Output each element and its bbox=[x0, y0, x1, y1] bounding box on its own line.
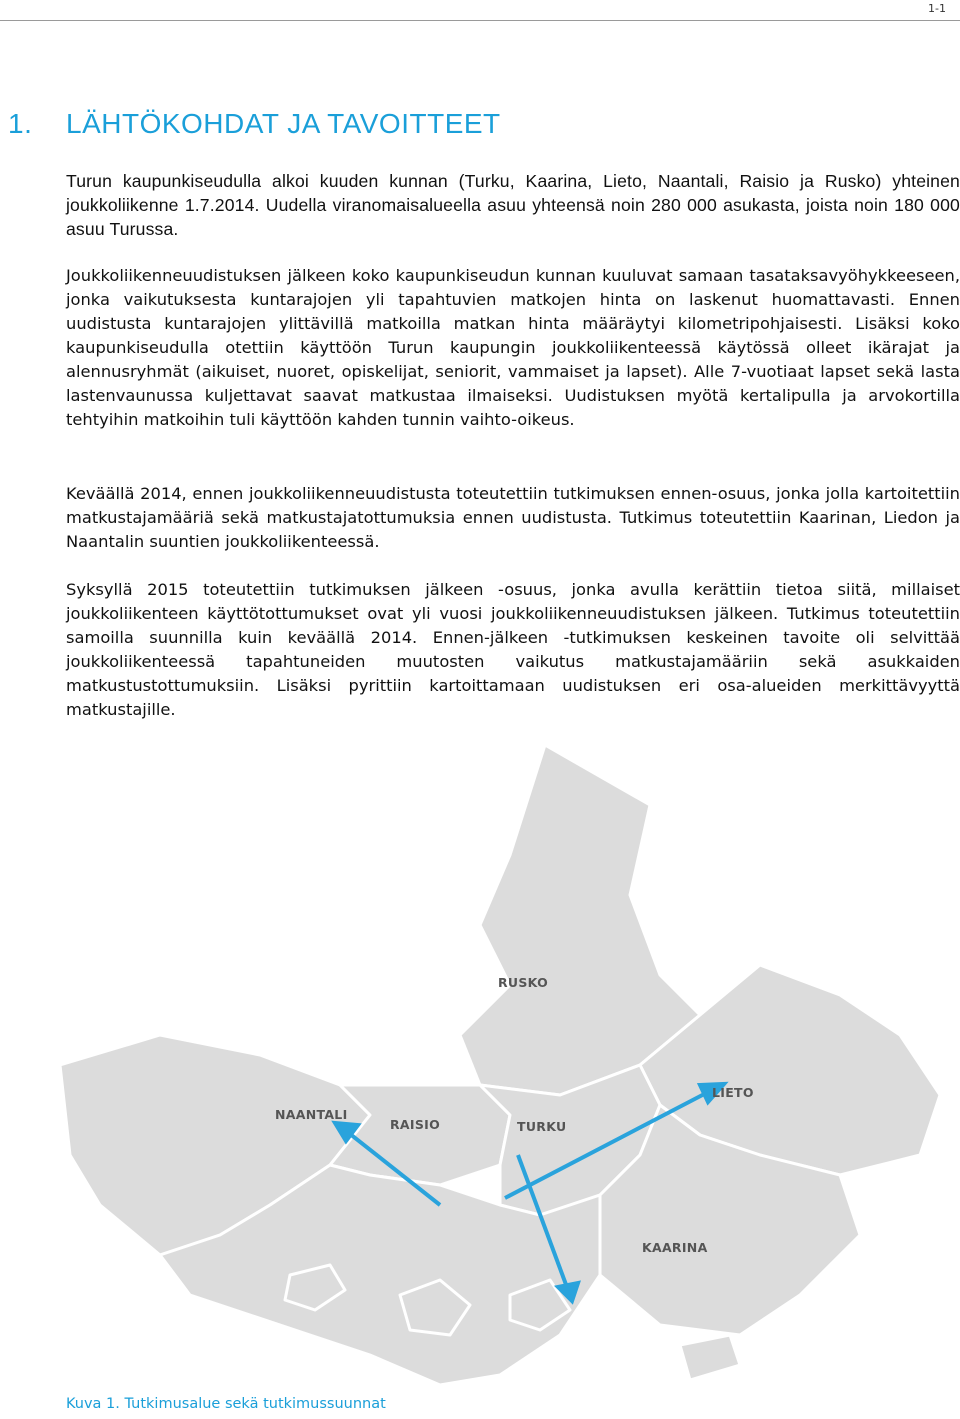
header-rule bbox=[0, 20, 960, 21]
page-number: 1-1 bbox=[928, 2, 946, 15]
map-graphic bbox=[40, 735, 960, 1385]
map-label-kaarina: KAARINA bbox=[642, 1240, 708, 1255]
paragraph-before-study: Keväällä 2014, ennen joukkoliikenneuudistusta toteutettiin tutkimuksen ennen-osuus, jonka jolla kartoitettiin matkustajamääriä sekä matkustajatottumuksia ennen uudistusta. Tutkimus toteutettiin Kaarinan, Liedon ja Naantalin suuntien joukkoliikenteessä. bbox=[66, 484, 960, 551]
map-label-naantali: NAANTALI bbox=[275, 1107, 348, 1122]
paragraph-after-study: Syksyllä 2015 toteutettiin tutkimuksen jälkeen -osuus, jonka avulla kerättiin tietoa siitä, millaiset joukkoliikenteen käyttötottumukset ovat yli vuosi joukkoliikenneuudistuksen jälkeen. Tutkimus toteutettiin samoilla suunnilla kuin keväällä 2014. Ennen-jälkeen -tutkimuksen keskeinen tavoite oli selvittää joukkoliikenteessä tapahtuneiden muutosten vaikutus matkustajamääriin sekä asukkaiden matkustustottumuksiin. Lisäksi pyrittiin kartoittamaan uudistuksen eri osa-alueiden merkittävyyttä matkustajille. bbox=[66, 580, 960, 719]
paragraph-reform: Joukkoliikenneuudistuksen jälkeen koko kaupunkiseudun kunnan kuuluvat samaan tasataksavyöhykkeeseen, jonka vaikutuksesta kuntarajojen yli tapahtuvien matkojen hinta on laskenut huomattavasti. Ennen uudistusta kuntarajojen ylittävillä matkoilla matkan hinta määräytyi kilometripohjaisesti. Lisäksi koko kaupunkiseudulla otettiin käyttöön Turun kaupungin joukkoliikenteessä käytössä olleet ikärajat ja alennusryhmät (aikuiset, nuoret, opiskelijat, seniorit, vammaiset ja lapset). Alle 7-vuotiaat lapset sekä lasta lastenvaunussa kuljettavat saavat matkustaa ilmaiseksi. Uudistuksen myötä kertalipulla ja arvokortilla tehtyihin matkoihin tuli käyttöön kahden tunnin vaihto-oikeus. bbox=[66, 266, 960, 429]
study-area-map bbox=[40, 735, 960, 1389]
chapter-heading bbox=[8, 108, 501, 140]
paragraph-intro: Turun kaupunkiseudulla alkoi kuuden kunnan (Turku, Kaarina, Lieto, Naantali, Raisio ja Rusko) yhteinen joukkoliikenne 1.7.2014. Uudella viranomaisalueella asuu yhteensä noin 280 000 asukasta, joista noin 180 000 asuu Turussa. bbox=[66, 171, 960, 239]
region-raisio bbox=[330, 1085, 510, 1185]
region-rusko bbox=[460, 745, 700, 1095]
chapter-number: 1. bbox=[8, 108, 33, 139]
chapter-title: LÄHTÖKOHDAT JA TAVOITTEET bbox=[66, 108, 501, 139]
map-label-lieto: LIETO bbox=[712, 1085, 754, 1100]
figure-caption: Kuva 1. Tutkimusalue sekä tutkimussuunnat bbox=[66, 1396, 386, 1412]
map-label-turku: TURKU bbox=[517, 1119, 567, 1134]
map-label-rusko: RUSKO bbox=[498, 975, 549, 990]
map-label-raisio: RAISIO bbox=[390, 1117, 441, 1132]
